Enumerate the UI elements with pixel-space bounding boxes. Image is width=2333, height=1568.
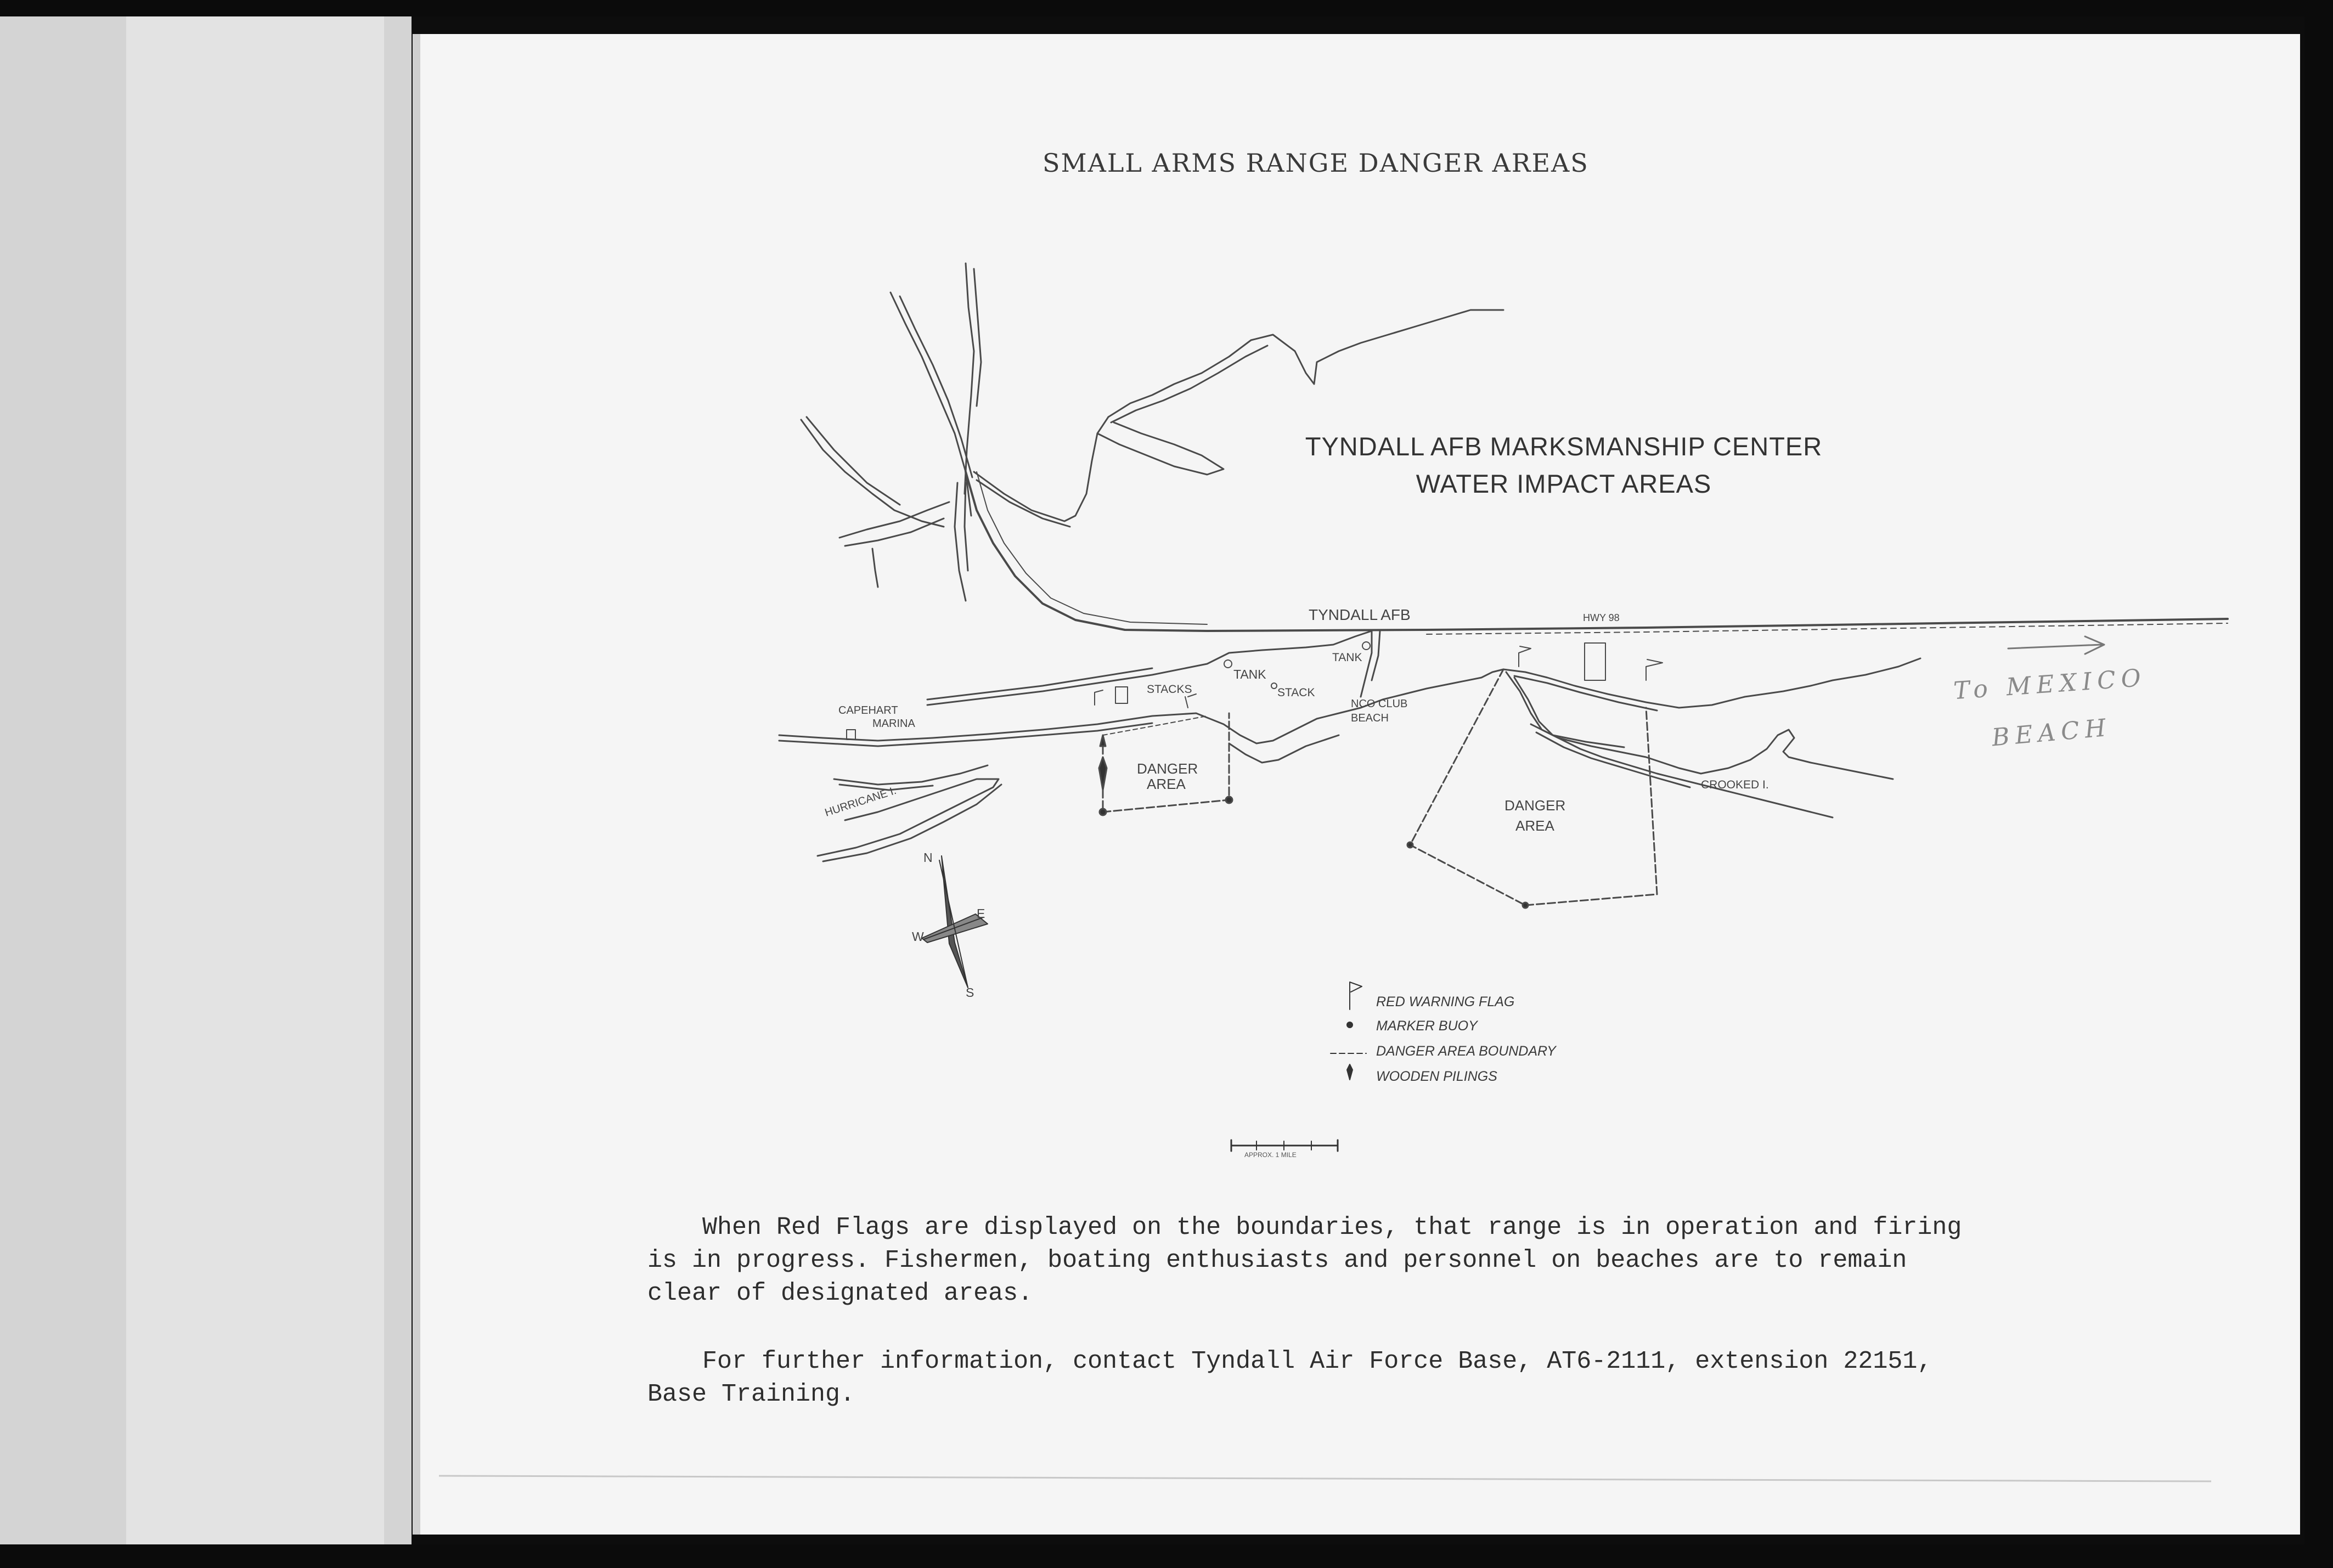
map-title-line2: WATER IMPACT AREAS xyxy=(1416,469,1712,498)
paragraph-warning-line1: When Red Flags are displayed on the boundaries, that range is in operation and firing xyxy=(702,1214,1962,1242)
paragraph-warning-line3: clear of designated areas. xyxy=(647,1279,1033,1307)
label-danger-area-east-1: DANGER xyxy=(1504,797,1566,814)
label-tank-west: TANK xyxy=(1233,667,1266,681)
handwritten-note-line1: To MEXICO xyxy=(1952,663,2148,706)
film-shadow xyxy=(126,0,384,1568)
film-edge-bottom xyxy=(0,1544,2333,1568)
paragraph-contact xyxy=(647,1345,2008,1411)
legend-red-warning-flag: RED WARNING FLAG xyxy=(1376,994,1515,1009)
legend-danger-area-boundary: DANGER AREA BOUNDARY xyxy=(1376,1044,1556,1059)
label-danger-area-west-2: AREA xyxy=(1147,776,1186,792)
label-nco-beach: BEACH xyxy=(1351,712,1389,724)
paragraph-warning xyxy=(647,1211,2008,1310)
label-stack: STACK xyxy=(1277,686,1315,699)
legend-marker-buoy: MARKER BUOY xyxy=(1376,1018,1478,1034)
handwritten-note-line2: BEACH xyxy=(1991,713,2113,752)
label-nco-club: NCO CLUB xyxy=(1351,698,1408,710)
paragraph-contact-line2: Base Training. xyxy=(647,1380,855,1408)
map-title xyxy=(1262,428,1866,503)
compass-n: N xyxy=(923,850,933,865)
label-crooked-island: CROOKED I. xyxy=(1701,779,1769,791)
compass-s: S xyxy=(966,985,974,1000)
film-edge-right xyxy=(2304,0,2333,1568)
label-marina: MARINA xyxy=(872,718,915,730)
film-edge-top xyxy=(0,0,2333,16)
label-danger-area-east-2: AREA xyxy=(1515,817,1554,834)
label-capehart: CAPEHART xyxy=(838,704,898,717)
scale-label: APPROX. 1 MILE xyxy=(1244,1151,1297,1159)
paragraph-contact-line1: For further information, contact Tyndall Air Force Base, AT6-2111, extension 22151, xyxy=(702,1347,1932,1375)
label-danger-area-west-1: DANGER xyxy=(1137,760,1198,777)
map-title-line1: TYNDALL AFB MARKSMANSHIP CENTER xyxy=(1305,432,1823,461)
legend-wooden-pilings: WOODEN PILINGS xyxy=(1376,1069,1497,1084)
page-title: SMALL ARMS RANGE DANGER AREAS xyxy=(1042,148,1589,178)
label-tyndall-afb: TYNDALL AFB xyxy=(1309,606,1411,623)
label-tank-east: TANK xyxy=(1332,651,1362,664)
label-stacks: STACKS xyxy=(1147,683,1192,696)
compass-e: E xyxy=(977,906,985,921)
paragraph-warning-line2: is in progress. Fishermen, boating enthusiasts and personnel on beaches are to remain xyxy=(647,1246,1907,1274)
label-hwy-98: HWY 98 xyxy=(1583,612,1620,623)
label-hurricane-island: HURRICANE I. xyxy=(823,785,898,819)
compass-w: W xyxy=(912,929,924,944)
